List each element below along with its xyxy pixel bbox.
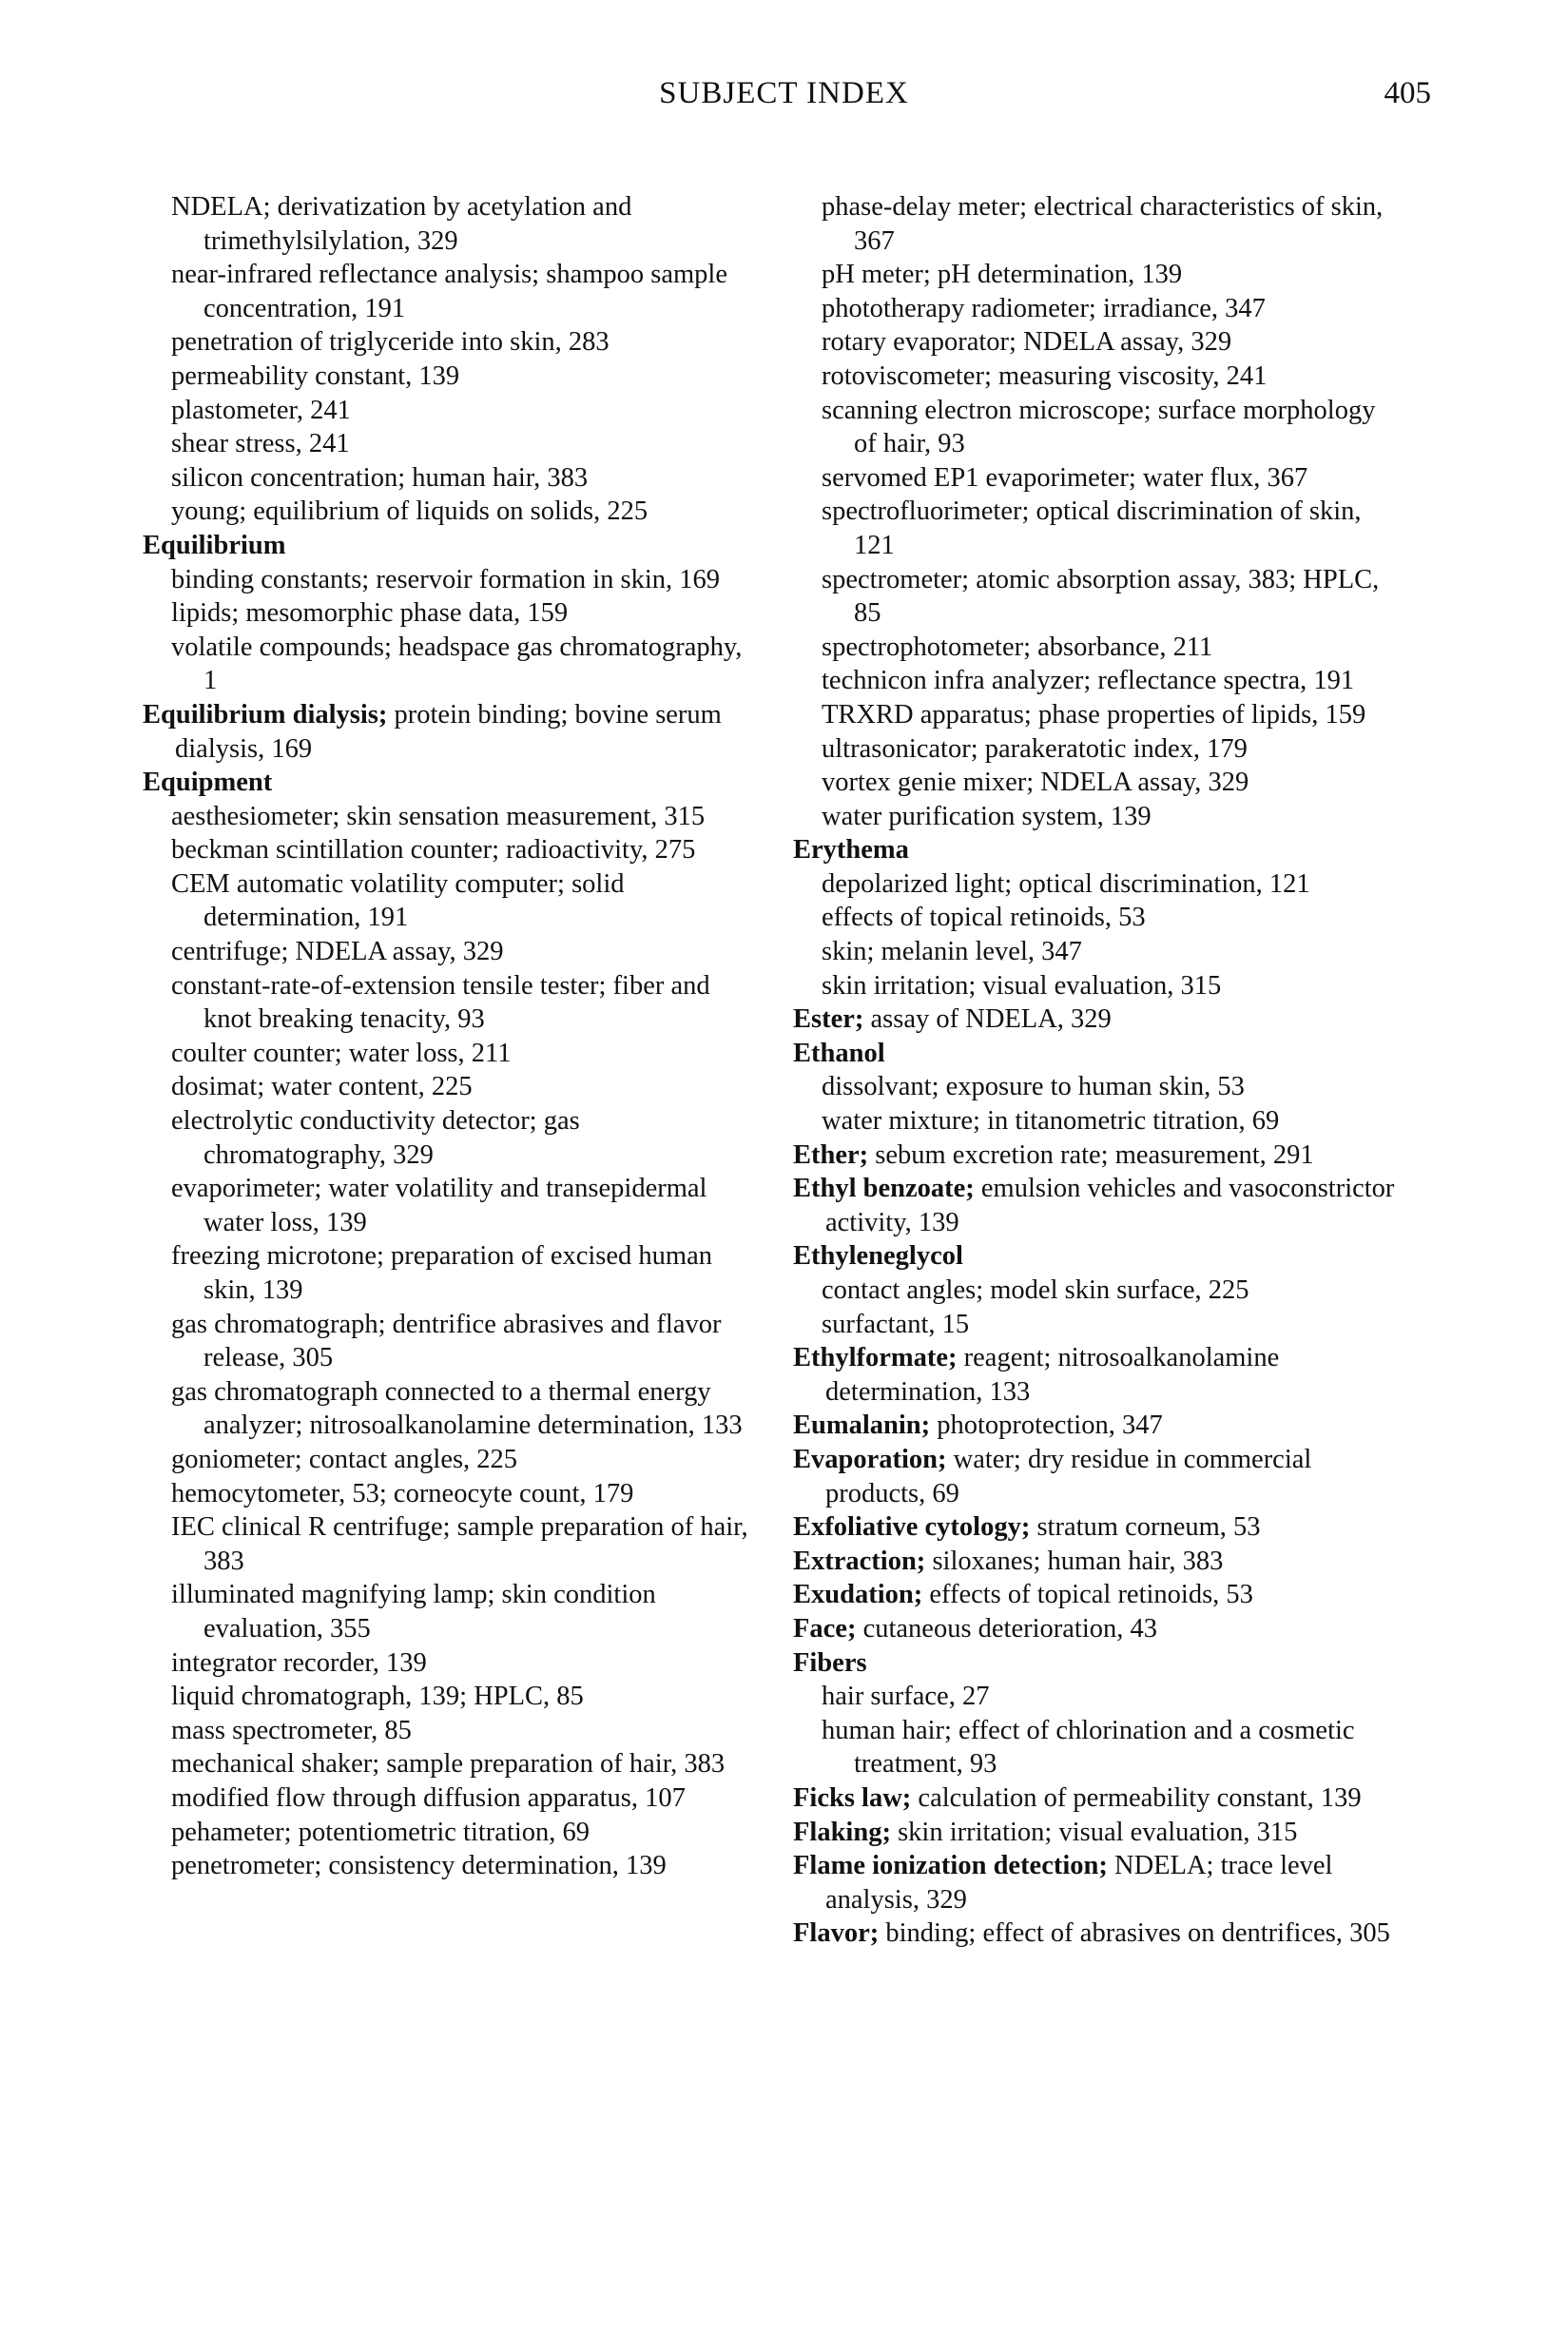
index-entry-main [793,1002,1402,1037]
index-text: centrifuge; NDELA assay, 329 [171,937,504,967]
index-text: assay of NDELA, 329 [863,1004,1112,1035]
page-number: 405 [1384,76,1431,110]
index-term: Extraction; [793,1546,926,1576]
index-term: Ficks law; [793,1782,912,1813]
index-text: gas chromatograph connected to a thermal energy analyzer; nitrosoalkanolamine determination, 133 [171,1376,743,1441]
index-text: beckman scintillation counter; radioactivity, 275 [171,835,696,866]
index-entry-sub [171,596,751,631]
index-entry-main [793,1578,1402,1612]
index-entry-sub [171,1375,751,1443]
index-entry-sub [171,1070,751,1104]
index-entry-main [793,1646,1402,1681]
index-text: goniometer; contact angles, 225 [171,1444,518,1474]
index-text: binding constants; reservoir formation in skin, 169 [171,564,721,594]
index-term: Face; [793,1613,857,1644]
index-entry-sub [171,631,751,698]
index-entry-main [793,1612,1402,1646]
index-text: evaporimeter; water volatility and transepidermal water loss, 139 [171,1174,707,1237]
index-text: effects of topical retinoids, 53 [922,1580,1253,1610]
index-text: permeability constant, 139 [171,360,460,391]
index-entry-sub [822,563,1402,631]
index-term: Exudation; [793,1580,923,1610]
index-text: skin irritation; visual evaluation, 315 [890,1817,1298,1847]
index-text: mechanical shaker; sample preparation of hair, 383 [171,1749,726,1780]
index-entry-sub [171,1104,751,1172]
index-entry-sub [171,1747,751,1781]
index-text: contact angles; model skin surface, 225 [822,1275,1249,1305]
index-text: liquid chromatograph, 139; HPLC, 85 [171,1682,584,1712]
index-text: binding; effect of abrasives on dentrifices, 305 [879,1918,1390,1949]
index-text: gas chromatograph; dentrifice abrasives and flavor release, 305 [171,1309,722,1373]
index-entry-sub [171,325,751,360]
index-entry-sub [171,800,751,834]
index-text: hemocytometer, 53; corneocyte count, 179 [171,1478,634,1508]
index-entry-sub [822,461,1402,496]
index-text: emulsion vehicles and vasoconstrictor activity, 139 [825,1174,1395,1237]
index-text: IEC clinical R centrifuge; sample preparation of hair, 383 [171,1512,748,1576]
index-text: NDELA; derivatization by acetylation and trimethylsilylation, 329 [171,192,632,256]
index-column-right [793,190,1402,1951]
index-entry-main [793,1409,1402,1443]
index-entry-main [793,1917,1402,1951]
index-entry-sub [171,461,751,496]
index-entry-sub [171,563,751,597]
index-term: Flaking; [793,1817,891,1847]
index-text: skin irritation; visual evaluation, 315 [822,970,1222,1001]
index-entry-main [793,1138,1402,1173]
index-entry-sub [822,1714,1402,1781]
index-entry-sub [822,360,1402,394]
index-text: CEM automatic volatility computer; solid determination, 191 [171,868,625,933]
index-text: surfactant, 15 [822,1309,970,1339]
index-text: freezing microtone; preparation of excised human skin, 139 [171,1241,712,1305]
index-entry-main [793,1510,1402,1545]
index-text: TRXRD apparatus; phase properties of lipids, 159 [822,699,1366,730]
index-entry-sub [822,394,1402,461]
index-text: scanning electron microscope; surface morphology of hair, 93 [822,395,1376,459]
index-term: Ethylformate; [793,1343,958,1373]
index-text: electrolytic conductivity detector; gas chromatography, 329 [171,1106,580,1170]
index-text: depolarized light; optical discrimination, 121 [822,868,1310,899]
index-text: penetrometer; consistency determination, 139 [171,1851,667,1881]
index-entry-main [793,1037,1402,1071]
index-entry-sub [822,901,1402,935]
index-entry-main [143,698,751,766]
index-text: rotoviscometer; measuring viscosity, 241 [822,360,1268,391]
index-entry-main [793,1341,1402,1409]
index-entry-sub [822,732,1402,767]
index-entry-sub [171,1308,751,1375]
index-text: shear stress, 241 [171,429,350,459]
index-entry-sub [171,1714,751,1748]
index-text: cutaneous deterioration, 43 [856,1613,1158,1644]
index-text: young; equilibrium of liquids on solids, 225 [171,496,648,527]
index-text: photoprotection, 347 [930,1411,1163,1441]
index-term: Evaporation; [793,1444,947,1474]
index-text: modified flow through diffusion apparatus, 107 [171,1782,686,1813]
index-term: Equipment [143,768,273,798]
index-entry-sub [171,258,751,325]
index-entry-sub [171,1510,751,1578]
index-text: effects of topical retinoids, 53 [822,903,1146,933]
index-term: Fibers [793,1647,867,1678]
index-entry-sub [171,360,751,394]
index-text: stratum corneum, 53 [1030,1512,1261,1543]
index-entry-main [793,1545,1402,1579]
index-text: silicon concentration; human hair, 383 [171,462,589,493]
index-text: mass spectrometer, 85 [171,1715,412,1745]
index-entry-sub [171,1781,751,1816]
index-text: near-infrared reflectance analysis; shampoo sample concentration, 191 [171,260,727,323]
index-text: coulter counter; water loss, 211 [171,1038,512,1068]
index-term: Flavor; [793,1918,880,1949]
index-entry-main [143,529,751,563]
index-term: Equilibrium dialysis; [143,699,388,730]
index-text: human hair; effect of chlorination and a cosmetic treatment, 93 [822,1715,1355,1780]
index-text: calculation of permeability constant, 139 [911,1782,1362,1813]
index-term: Ether; [793,1139,869,1170]
index-entry-sub [822,969,1402,1003]
index-text: water purification system, 139 [822,801,1152,831]
index-text: siloxanes; human hair, 383 [925,1546,1224,1576]
index-term: Exfoliative cytology; [793,1512,1031,1543]
index-entry-sub [171,427,751,461]
index-entry-sub [822,495,1402,562]
index-text: servomed EP1 evaporimeter; water flux, 367 [822,462,1308,493]
index-entry-sub [822,664,1402,698]
index-entry-sub [171,867,751,935]
index-text: NDELA; trace level analysis, 329 [825,1851,1333,1915]
index-term: Ethyleneglycol [793,1241,963,1272]
index-term: Ethanol [793,1038,885,1068]
index-entry-sub [822,1070,1402,1104]
index-entry-sub [171,1578,751,1645]
index-term: Ester; [793,1004,864,1035]
index-text: protein binding; bovine serum dialysis, 169 [175,699,722,764]
index-entry-sub [822,800,1402,834]
index-entry-sub [171,1816,751,1850]
index-entry-main [793,1781,1402,1816]
index-entry-main [143,766,751,800]
index-entry-sub [171,394,751,428]
page-title: SUBJECT INDEX [659,76,909,110]
index-entry-sub [171,1037,751,1071]
index-text: hair surface, 27 [822,1682,990,1712]
index-entry-main [793,1443,1402,1510]
index-term: Flame ionization detection; [793,1851,1108,1881]
index-entry-sub [171,935,751,969]
index-entry-sub [171,190,751,258]
index-entry-sub [822,325,1402,360]
index-entry-sub [171,1172,751,1239]
index-entry-sub [171,969,751,1037]
index-entry-sub [822,867,1402,902]
index-entry-sub [171,833,751,867]
index-entry-sub [822,1680,1402,1714]
index-entry-main [793,1816,1402,1850]
index-entry-sub [171,495,751,529]
index-entry-main [793,833,1402,867]
index-entry-sub [822,766,1402,800]
index-text: spectrofluorimeter; optical discrimination of skin, 121 [822,496,1362,560]
index-term: Erythema [793,835,909,866]
index-term: Ethyl benzoate; [793,1174,975,1204]
index-text: phototherapy radiometer; irradiance, 347 [822,293,1266,323]
index-entry-main [793,1849,1402,1917]
index-text: integrator recorder, 139 [171,1647,427,1678]
index-text: dosimat; water content, 225 [171,1072,473,1102]
index-text: pH meter; pH determination, 139 [822,260,1183,290]
index-entry-main [793,1172,1402,1239]
index-text: water mixture; in titanometric titration, 69 [822,1106,1280,1137]
index-text: ultrasonicator; parakeratotic index, 179 [822,733,1248,764]
index-text: spectrophotometer; absorbance, 211 [822,632,1213,662]
index-entry-sub [171,1477,751,1511]
index-text: dissolvant; exposure to human skin, 53 [822,1072,1245,1102]
index-text: penetration of triglyceride into skin, 283 [171,327,610,358]
index-entry-sub [822,698,1402,732]
index-text: plastometer, 241 [171,395,351,425]
index-term: Equilibrium [143,530,286,560]
index-text: volatile compounds; headspace gas chromatography, 1 [171,632,743,696]
index-text: rotary evaporator; NDELA assay, 329 [822,327,1232,358]
index-text: aesthesiometer; skin sensation measurement, 315 [171,801,706,831]
running-head [0,74,1568,112]
index-text: lipids; mesomorphic phase data, 159 [171,598,569,629]
index-entry-sub [171,1646,751,1681]
index-text: illuminated magnifying lamp; skin condition evaluation, 355 [171,1580,656,1644]
index-term: Eumalanin; [793,1411,931,1441]
index-entry-main [793,1239,1402,1274]
index-column-left [143,190,751,1883]
index-text: sebum excretion rate; measurement, 291 [868,1139,1314,1170]
index-text: water; dry residue in commercial products, 69 [825,1444,1312,1508]
index-entry-sub [822,258,1402,292]
index-entry-sub [822,631,1402,665]
index-entry-sub [822,190,1402,258]
index-entry-sub [822,1274,1402,1308]
index-text: reagent; nitrosoalkanolamine determination, 133 [825,1343,1280,1407]
index-text: spectrometer; atomic absorption assay, 383; HPLC, 85 [822,564,1380,629]
index-entry-sub [171,1239,751,1307]
index-entry-sub [171,1680,751,1714]
index-entry-sub [822,1308,1402,1342]
index-entry-sub [171,1443,751,1477]
index-text: constant-rate-of-extension tensile tester; fiber and knot breaking tenacity, 93 [171,970,710,1035]
index-text: phase-delay meter; electrical characteristics of skin, 367 [822,192,1384,256]
index-entry-sub [171,1849,751,1883]
index-text: skin; melanin level, 347 [822,937,1082,967]
index-entry-sub [822,935,1402,969]
index-text: vortex genie mixer; NDELA assay, 329 [822,768,1249,798]
index-entry-sub [822,1104,1402,1138]
index-text: technicon infra analyzer; reflectance spectra, 191 [822,666,1355,696]
index-entry-sub [822,292,1402,326]
index-text: pehameter; potentiometric titration, 69 [171,1817,590,1847]
